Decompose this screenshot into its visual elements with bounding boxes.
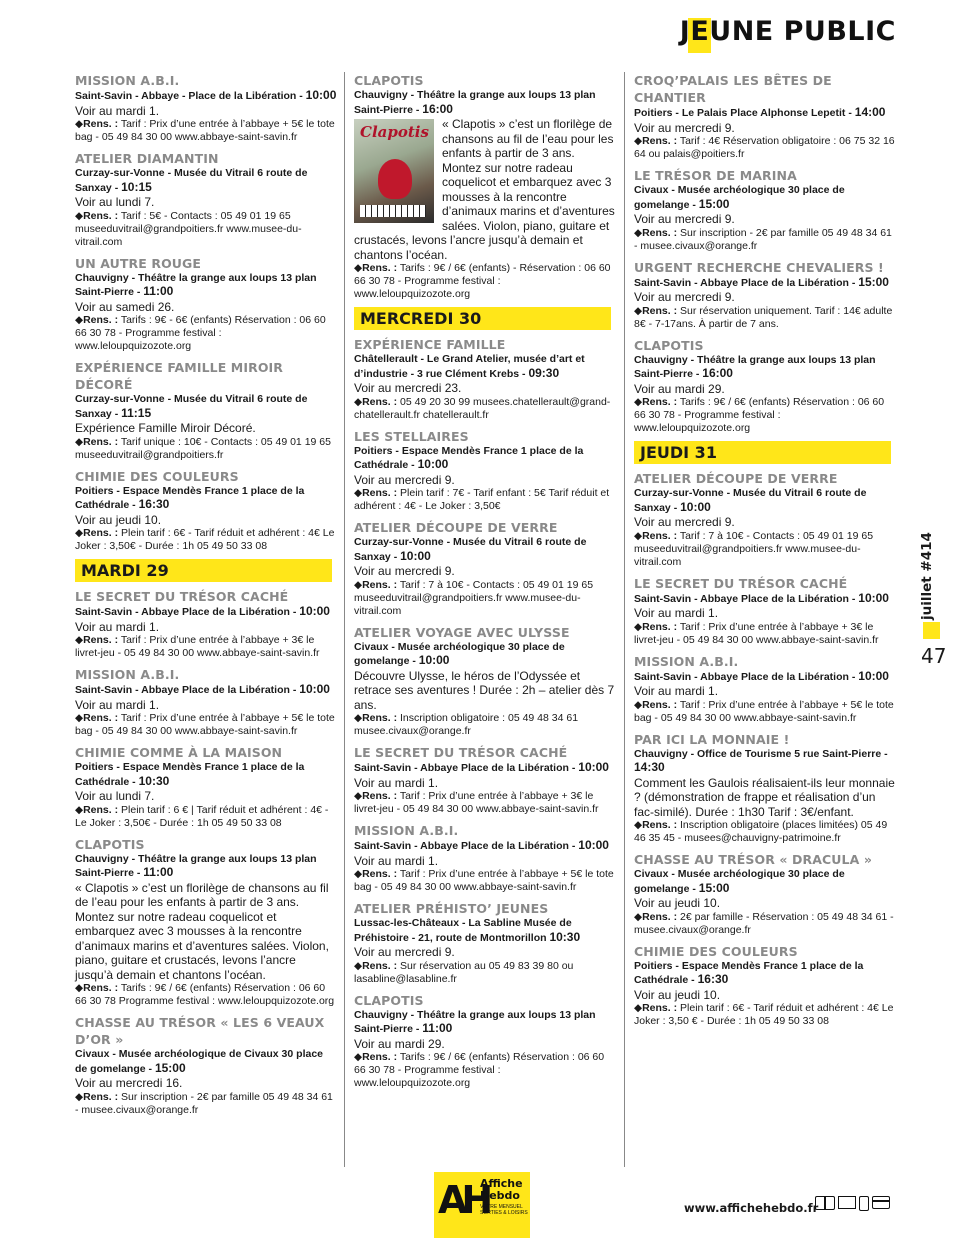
list-item: [354, 822, 616, 894]
event-description: Voir au jeudi 10.: [75, 512, 162, 527]
screen-icon: [838, 1196, 856, 1209]
event-info: ◆Rens. : Inscription obligatoire (places limitées) 05 49 46 35 45 - musees@chauvigny-patrimoine.fr: [634, 819, 888, 844]
website-link[interactable]: www.affichehebdo.fr: [684, 1201, 819, 1215]
event-venue: Chauvigny - Théâtre la grange aux loups 13 plan Saint-Pierre - 11:00: [75, 271, 317, 298]
event-time: 10:00: [858, 668, 889, 683]
list-item: [354, 519, 616, 618]
day-header: JEUDI 31: [634, 441, 891, 464]
event-title: LES STELLAIRES: [354, 428, 469, 444]
event-title: LE SECRET DU TRÉSOR CACHÉ: [75, 589, 289, 604]
event-info: ◆Rens. : Tarifs : 9€ - 6€ (enfants) Réservation : 06 60 66 30 78 - Programme festival : www.leloupquizozote.org: [75, 314, 326, 352]
event-info: ◆Rens. : Sur réservation au 05 49 83 39 80 ou lasabline@lasabline.fr: [354, 959, 574, 985]
event-info: ◆Rens. : Tarif : 7 à 10€ - Contacts : 05 49 01 19 65 museeduvitrail@grandpoitiers.fr www.musee-du-vitrail.com: [354, 578, 594, 617]
event-venue: Civaux - Musée archéologique 30 place de gomelange - 10:00: [354, 640, 565, 667]
affiche-hebdo-logo: [434, 1172, 530, 1238]
event-time: 10:00: [400, 548, 431, 563]
event-description: « Clapotis » c’est un florilège de chansons au fil de l’eau pour les enfants à partir de 3 ans. Montez sur notre radeau coquelicot et embarquez avec 3 mousses à la rencontre d’animaux marins et d’aventures salées. Violon, piano, guitare et crustacés, levons l’ancre jusqu’à demain et chantons l’océan.: [75, 880, 329, 982]
event-venue: Saint-Savin - Abbaye Place de la Libération - 10:00: [354, 760, 609, 774]
event-time: 15:00: [858, 274, 889, 289]
list-item: [634, 259, 896, 331]
event-time: 10:15: [121, 179, 152, 194]
event-info: ◆Rens. : Plein tarif : 6€ - Tarif réduit et adhérent : 4€ Le Joker : 3,50 € - Durée : 1h 05 49 50 33 08: [634, 1002, 894, 1027]
entry-list: [634, 470, 896, 1028]
event-title: MISSION A.B.I.: [634, 653, 739, 669]
event-venue: Curzay-sur-Vonne - Musée du Vitrail 6 route de Sanxay - 10:00: [634, 487, 867, 514]
event-title: MISSION A.B.I.: [354, 823, 459, 838]
list-item: [354, 900, 616, 986]
event-info: ◆Rens. : Sur inscription - 2€ par famille 05 49 48 34 61 - musee.civaux@orange.fr: [634, 226, 892, 252]
title-first-letter: J: [679, 16, 691, 47]
event-venue: Saint-Savin - Abbaye - Place de la Libération - 10:00: [75, 88, 337, 102]
list-item: [75, 359, 337, 462]
event-title: URGENT RECHERCHE CHEVALIERS !: [634, 259, 884, 275]
event-description: Expérience Famille Miroir Décoré.: [75, 421, 256, 435]
list-item: [354, 428, 616, 514]
list-item: [634, 337, 896, 436]
poster-title: Clapotis: [360, 123, 429, 141]
list-item: [75, 666, 337, 738]
event-time: 10:00: [417, 457, 449, 471]
event-venue: Chauvigny - Office de Tourisme 5 rue Saint-Pierre - 14:30: [634, 747, 888, 774]
event-title: ATELIER DÉCOUPE DE VERRE: [634, 471, 838, 486]
event-description: Voir au mardi 1.: [354, 853, 439, 868]
list-item: [354, 992, 616, 1091]
event-title: ATELIER VOYAGE AVEC ULYSSE: [354, 624, 570, 640]
issue-marker: [923, 622, 940, 639]
phone-icon: [859, 1196, 869, 1211]
event-title: CLAPOTIS: [634, 337, 704, 353]
event-time: 14:30: [634, 760, 665, 774]
list-item: [75, 588, 337, 660]
logo-brand: Affiche Hebdo: [480, 1177, 523, 1202]
event-title: ATELIER DÉCOUPE DE VERRE: [354, 520, 558, 535]
event-description: Voir au jeudi 10.: [634, 896, 721, 910]
event-description: Voir au mercredi 23.: [354, 381, 462, 395]
event-venue: Poitiers - Espace Mendès France 1 place de la Cathédrale - 16:30: [75, 484, 305, 511]
event-info: ◆Rens. : Tarif unique : 10€ - Contacts : 05 49 01 19 65 museeduvitrail@grandpoitiers.fr: [75, 435, 331, 461]
event-info: ◆Rens. : Tarif : Prix d’une entrée à l’abbaye + 5€ le tote bag - 05 49 84 30 00 www.abbaye-saint-savin.fr: [634, 698, 894, 724]
event-title: UN AUTRE ROUGE: [75, 255, 202, 271]
list-item: [75, 150, 337, 249]
event-venue: Chauvigny - Théâtre la grange aux loups 13 plan Saint-Pierre - 16:00: [634, 353, 876, 380]
entry-list: [75, 588, 337, 1117]
event-time: 09:30: [528, 365, 560, 380]
event-venue: Saint-Savin - Abbaye Place de la Libération - 10:00: [634, 590, 889, 605]
event-title: CLAPOTIS: [354, 992, 424, 1008]
event-description: Voir au mardi 1.: [75, 697, 160, 712]
event-description: Voir au mercredi 9.: [634, 212, 735, 226]
list-item: [75, 744, 337, 830]
event-venue: Saint-Savin - Abbaye Place de la Libération - 10:00: [75, 682, 330, 696]
day-header: MERCREDI 30: [354, 307, 611, 330]
event-info: ◆Rens. : Tarifs : 9€ / 6€ (enfants) Réservation : 06 60 66 30 78 - Programme festival : www.leloupquizozote.org: [634, 396, 885, 434]
event-description: Voir au mercredi 16.: [75, 1076, 183, 1090]
event-time: 16:00: [422, 101, 453, 116]
event-description: Voir au mardi 1.: [634, 606, 719, 620]
event-time: 10:00: [299, 604, 330, 618]
list-item: [634, 653, 896, 725]
event-venue: Poitiers - Espace Mendès France 1 place de la Cathédrale - 10:00: [354, 444, 584, 471]
list-item: [634, 851, 896, 937]
list-item: [634, 167, 896, 253]
event-info: ◆Rens. : 05 49 20 30 99 musees.chatellerault@grand-chatellerault.fr chatellerault.fr: [354, 395, 611, 421]
event-info: ◆Rens. : Tarif : 7 à 10€ - Contacts : 05 49 01 19 65 museeduvitrail@grandpoitiers.fr www.musee-du-vitrail.com: [634, 529, 874, 568]
event-venue: Curzay-sur-Vonne - Musée du Vitrail 6 route de Sanxay - 10:15: [75, 167, 308, 194]
event-info: ◆Rens. : Tarif : Prix d’une entrée à l’abbaye + 5€ le tote bag - 05 49 84 30 00 www.abbaye-saint-savin.fr: [75, 712, 335, 737]
event-time: 10:30: [549, 929, 581, 944]
event-title: CHIMIE COMME À LA MAISON: [75, 745, 283, 760]
list-item: [75, 1014, 337, 1117]
event-venue: Châtellerault - Le Grand Atelier, musée d’art et d’industrie - 3 rue Clément Krebs - 09:30: [354, 353, 585, 380]
list-item: [634, 575, 896, 647]
event-time: 10:00: [858, 590, 889, 605]
column-divider: [344, 72, 345, 1167]
event-description: Voir au mardi 29.: [634, 381, 725, 396]
event-time: 15:00: [698, 880, 730, 895]
event-time: 10:00: [680, 499, 711, 514]
event-title: CHIMIE DES COULEURS: [634, 943, 798, 959]
event-time: 14:00: [854, 105, 886, 119]
column-1: [75, 72, 337, 1123]
column-2: [354, 72, 616, 1096]
event-title: LE TRÉSOR DE MARINA: [634, 168, 797, 183]
event-description: Découvre Ulysse, le héros de l’Odyssée et retrace ses aventures ! Durée : 2h – atelier dès 7 ans.: [354, 668, 615, 712]
event-info: ◆Rens. : 2€ par famille - Réservation : 05 49 48 34 61 - musee.civaux@orange.fr: [634, 910, 894, 936]
event-venue: Poitiers - Espace Mendès France 1 place de la Cathédrale - 16:30: [634, 959, 864, 986]
event-description: Voir au mercredi 9.: [354, 472, 455, 487]
list-item: [634, 470, 896, 569]
event-description: Voir au samedi 26.: [75, 299, 175, 314]
event-info: ◆Rens. : Sur inscription - 2€ par famille 05 49 48 34 61 - musee.civaux@orange.fr: [75, 1090, 333, 1116]
event-description: Voir au mercredi 9.: [634, 290, 735, 304]
day-header: MARDI 29: [75, 559, 332, 582]
event-venue: Civaux - Musée archéologique 30 place de gomelange - 15:00: [634, 868, 845, 895]
event-venue: Saint-Savin - Abbaye Place de la Libération - 10:00: [75, 604, 330, 618]
event-info: ◆Rens. : Sur réservation uniquement. Tarif : 14€ adulte 8€ - 7-17ans. À partir de 7 ans.: [634, 304, 893, 330]
event-title: CROQ’PALAIS LES BÊTES DE CHANTIER: [634, 73, 832, 105]
event-info: ◆Rens. : Plein tarif : 6 € | Tarif réduit et adhérent : 4€ - Le Joker : 3,50€ - Durée : 1h 05 49 50 33 08: [75, 803, 329, 829]
event-title: MISSION A.B.I.: [75, 73, 180, 88]
event-title: CLAPOTIS: [75, 836, 145, 852]
event-title: CHIMIE DES COULEURS: [75, 468, 239, 484]
event-description: Voir au mercredi 9.: [354, 945, 455, 959]
event-info: ◆Rens. : Tarif : Prix d’une entrée à l’abbaye + 5€ le tote bag - 05 49 84 30 00 www.abbaye-saint-savin.fr: [75, 118, 335, 143]
clapotis-poster: [354, 119, 434, 223]
title-highlight-letter: E: [690, 16, 710, 47]
event-time: 15:00: [154, 1060, 186, 1075]
event-description: Voir au jeudi 10.: [634, 987, 721, 1002]
event-description: Voir au lundi 7.: [75, 195, 155, 209]
event-time: 10:00: [578, 838, 609, 852]
event-description: Voir au mardi 29.: [354, 1036, 445, 1051]
event-time: 15:00: [698, 196, 730, 211]
poster-figure: [378, 159, 412, 199]
event-time: 16:00: [702, 366, 733, 380]
event-venue: Saint-Savin - Abbaye Place de la Libération - 10:00: [634, 668, 889, 683]
event-info: ◆Rens. : Tarif : Prix d’une entrée à l’abbaye + 3€ le livret-jeu - 05 49 84 30 00 www.abbaye-saint-savin.fr: [634, 620, 879, 646]
event-time: 10:00: [578, 760, 609, 774]
event-time: 16:30: [697, 972, 729, 986]
list-item: [75, 255, 337, 354]
event-venue: Poitiers - Espace Mendès France 1 place de la Cathédrale - 10:30: [75, 761, 305, 788]
event-venue: Chauvigny - Théâtre la grange aux loups 13 plan Saint-Pierre - 16:00: [354, 89, 596, 116]
list-item: [354, 624, 616, 739]
event-time: 11:00: [143, 865, 174, 879]
event-venue: Saint-Savin - Abbaye Place de la Libération - 15:00: [634, 274, 889, 289]
event-title: EXPÉRIENCE FAMILLE: [354, 337, 506, 352]
event-time: 10:00: [299, 682, 330, 696]
event-info: ◆Rens. : Inscription obligatoire : 05 49 48 34 61 musee.civaux@orange.fr: [354, 712, 579, 737]
list-item: [634, 943, 896, 1029]
event-title: CHASSE AU TRÉSOR « LES 6 VEAUX D’OR »: [75, 1015, 325, 1047]
event-time: 11:00: [422, 1021, 453, 1035]
magazine-icon: [815, 1196, 835, 1210]
event-description: Voir au lundi 7.: [75, 789, 155, 803]
event-venue: Chauvigny - Théâtre la grange aux loups 13 plan Saint-Pierre - 11:00: [354, 1008, 596, 1035]
page-number: 47: [921, 644, 947, 668]
event-title: ATELIER PRÉHISTO’ JEUNES: [354, 901, 549, 916]
event-title: PAR ICI LA MONNAIE !: [634, 731, 790, 747]
list-item: [354, 72, 616, 301]
event-time: 11:15: [121, 405, 152, 420]
event-venue: Saint-Savin - Abbaye Place de la Libération - 10:00: [354, 838, 609, 852]
list-item: [634, 72, 896, 161]
event-description: Voir au mardi 1.: [75, 103, 160, 118]
list-item: [634, 731, 896, 846]
logo-tagline: VOTRE MENSUEL SORTIES & LOISIRS: [480, 1204, 528, 1216]
event-info: ◆Rens. : Tarif : Prix d’une entrée à l’abbaye + 5€ le tote bag - 05 49 84 30 00 www.abbaye-saint-savin.fr: [354, 868, 614, 893]
entry-list: [75, 72, 337, 553]
event-description: Clapotis « Clapotis » c’est un florilège de chansons au fil de l’eau pour les enfants à partir de 3 ans. Montez sur notre radeau coquelicot et embarquez avec 3 mousses à la rencontre d’animaux marins et d’aventures salées. Violon, piano, guitare et crustacés, levons l’ancre jusqu’à demain et chantons l’océan.: [354, 117, 615, 262]
event-venue: Lussac-les-Châteaux - La Sabline Musée de Préhistoire - 21, route de Montmorillon 10:30: [354, 917, 581, 944]
list-item: [354, 336, 616, 422]
title-rest: UNE PUBLIC: [709, 16, 896, 47]
event-time: 11:00: [143, 284, 174, 298]
event-info: ◆Rens. : Plein tarif : 6€ - Tarif réduit et adhérent : 4€ Le Joker : 3,50€ - Durée : 1h 05 49 50 33 08: [75, 527, 335, 552]
event-info: ◆Rens. : Plein tarif : 7€ - Tarif enfant : 5€ Tarif réduit et adhérent : 4€ - Le Joker : 3,50€: [354, 487, 610, 512]
event-title: ATELIER DIAMANTIN: [75, 151, 219, 166]
event-description: Voir au mardi 1.: [75, 619, 160, 634]
event-description: Voir au mercredi 9.: [354, 564, 455, 578]
event-venue: Civaux - Musée archéologique 30 place de gomelange - 15:00: [634, 184, 845, 211]
event-venue: Curzay-sur-Vonne - Musée du Vitrail 6 route de Sanxay - 11:15: [75, 393, 308, 420]
event-title: LE SECRET DU TRÉSOR CACHÉ: [354, 745, 568, 760]
list-item: [75, 468, 337, 554]
poster-piano-keys: [360, 205, 426, 217]
event-info: ◆Rens. : Tarifs : 9€ / 6€ (enfants) Réservation : 06 60 66 30 78 Programme festival : www.leloupquizozote.org: [75, 982, 335, 1007]
event-description: Voir au mercredi 9.: [634, 515, 735, 529]
event-info: ◆Rens. : Tarif : Prix d’une entrée à l’abbaye + 3€ le livret-jeu - 05 49 84 30 00 www.abbaye-saint-savin.fr: [75, 634, 320, 659]
event-venue: Chauvigny - Théâtre la grange aux loups 13 plan Saint-Pierre - 11:00: [75, 852, 317, 879]
list-item: [75, 72, 337, 144]
list-item: [354, 744, 616, 816]
column-3: [634, 72, 896, 1034]
card-icon: [872, 1196, 890, 1209]
event-time: 16:30: [138, 497, 170, 511]
section-title: [680, 16, 896, 47]
entry-list: [354, 336, 616, 1090]
logo-monogram: AH: [438, 1178, 488, 1222]
event-venue: Civaux - Musée archéologique de Civaux 30 place de gomelange - 15:00: [75, 1048, 324, 1075]
event-venue: Poitiers - Le Palais Place Alphonse Lepetit - 14:00: [634, 105, 886, 119]
media-icons: [815, 1196, 890, 1211]
event-description: Voir au mardi 1.: [634, 684, 719, 698]
event-title: CHASSE AU TRÉSOR « DRACULA »: [634, 852, 873, 867]
issue-label: juillet #414: [919, 532, 935, 620]
event-info: ◆Rens. : Tarif : 4€ Réservation obligatoire : 06 75 32 16 64 ou palais@poitiers.fr: [634, 135, 895, 160]
event-title: CLAPOTIS: [354, 73, 424, 88]
event-time: 10:00: [418, 653, 450, 667]
event-info: ◆Rens. : Tarif : 5€ - Contacts : 05 49 01 19 65 museeduvitrail@grandpoitiers.fr www.musee-du-vitrail.com: [75, 209, 302, 248]
list-item: [75, 836, 337, 1009]
entry-list: [634, 72, 896, 435]
event-title: LE SECRET DU TRÉSOR CACHÉ: [634, 575, 848, 591]
event-info: ◆Rens. : Tarifs : 9€ / 6€ (enfants) Réservation : 06 60 66 30 78 - Programme festival : www.leloupquizozote.org: [354, 1051, 605, 1089]
event-info: ◆Rens. : Tarif : Prix d’une entrée à l’abbaye + 3€ le livret-jeu - 05 49 84 30 00 www.abbaye-saint-savin.fr: [354, 790, 599, 815]
event-description: Voir au mardi 1.: [354, 775, 439, 790]
event-description: Voir au mercredi 9.: [634, 120, 735, 135]
event-description: Comment les Gaulois réalisaient-ils leur monnaie ? (démonstration de frappe et réalisation d’un fac-similé). Durée : 1h30 Tarif : 3€/enfant.: [634, 775, 895, 819]
event-time: 10:30: [138, 773, 170, 788]
event-time: 10:00: [305, 88, 337, 102]
event-title: EXPÉRIENCE FAMILLE MIROIR DÉCORÉ: [75, 360, 284, 392]
column-divider: [624, 72, 625, 1167]
event-info: ◆Rens. : Tarifs : 9€ / 6€ (enfants) - Réservation : 06 60 66 30 78 - Programme festival : www.leloupquizozote.org: [354, 262, 611, 300]
event-title: MISSION A.B.I.: [75, 667, 180, 682]
event-venue: Curzay-sur-Vonne - Musée du Vitrail 6 route de Sanxay - 10:00: [354, 536, 587, 563]
